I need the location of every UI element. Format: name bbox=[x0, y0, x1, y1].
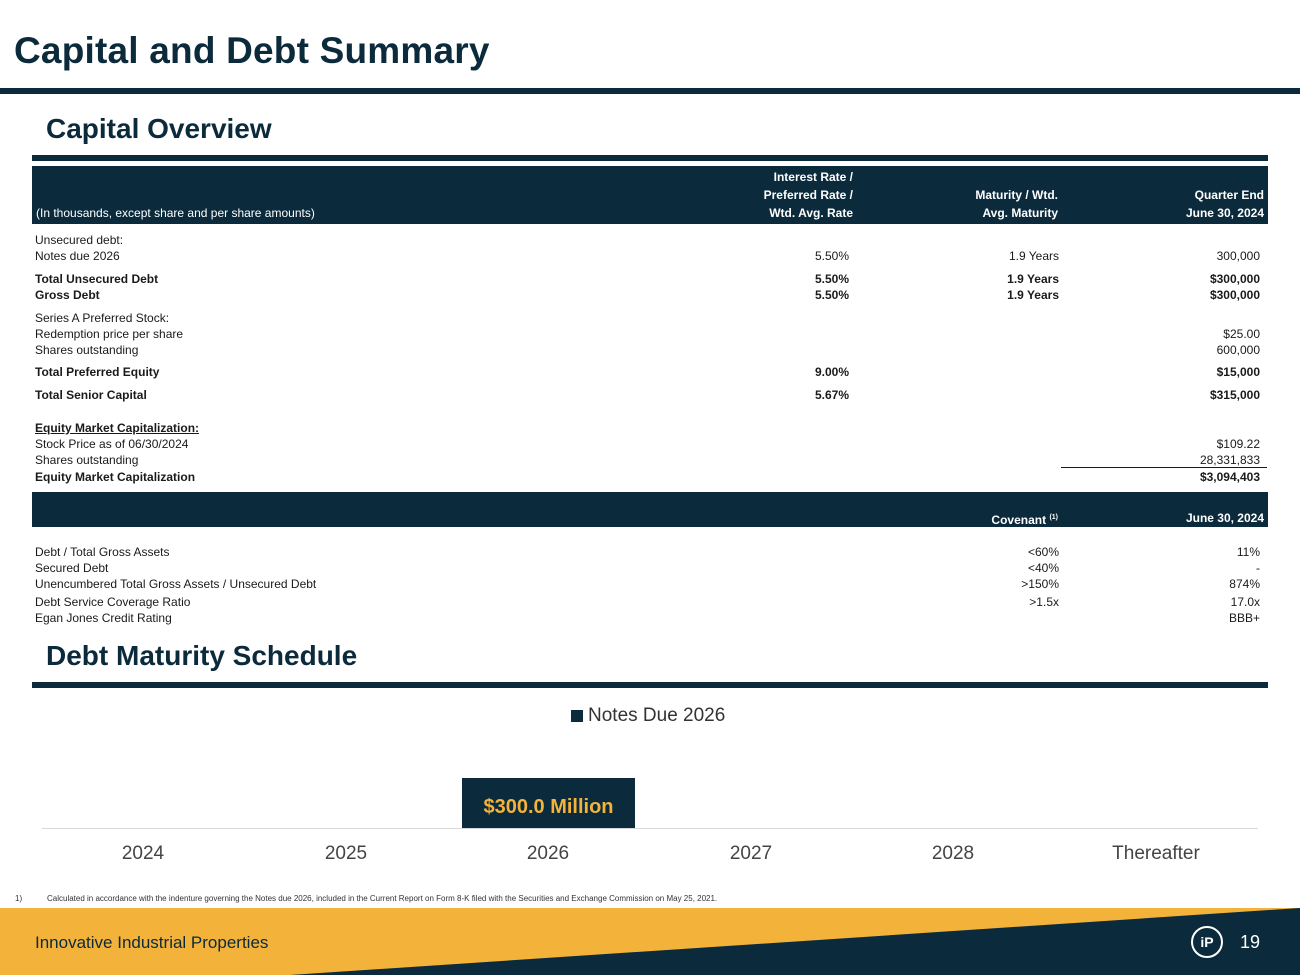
table-row: Debt / Total Gross Assets <60% 11% bbox=[35, 545, 1260, 559]
table-row: Shares outstanding 28,331,833 bbox=[35, 453, 1260, 467]
x-tick-label: 2028 bbox=[931, 843, 975, 864]
page-title: Capital and Debt Summary bbox=[14, 30, 490, 71]
table-row: Redemption price per share $25.00 bbox=[35, 327, 1260, 341]
company-name: Innovative Industrial Properties bbox=[35, 933, 269, 952]
chart-legend bbox=[571, 705, 725, 727]
debt-maturity-divider bbox=[32, 682, 1268, 688]
units-note: (In thousands, except share and per share amounts) bbox=[36, 206, 315, 220]
capital-table-header bbox=[32, 166, 1268, 224]
subtotal-rule bbox=[1061, 467, 1267, 468]
table-row: Equity Market Capitalization: bbox=[35, 421, 200, 435]
table-row: Secured Debt <40% - bbox=[35, 561, 1260, 575]
legend-label: Notes Due 2026 bbox=[588, 705, 726, 726]
header-maturity: Maturity / Wtd. Avg. Maturity bbox=[975, 188, 1058, 220]
table-row: Shares outstanding 600,000 bbox=[35, 343, 1260, 357]
header-covenant: Covenant $^{(1)}$ bbox=[991, 513, 1058, 527]
capital-overview-divider bbox=[32, 155, 1268, 161]
title-divider bbox=[0, 88, 1300, 94]
table-row: Unsecured debt: bbox=[35, 233, 124, 247]
table-row: Egan Jones Credit Rating BBB+ bbox=[35, 611, 1260, 625]
x-tick-label: Thereafter bbox=[1112, 843, 1200, 864]
covenant-table-header bbox=[32, 492, 1268, 527]
x-tick-label: 2027 bbox=[729, 843, 773, 864]
table-row: Gross Debt 5.50% 1.9 Years $300,000 bbox=[35, 288, 1260, 302]
table-row: Notes due 2026 5.50% 1.9 Years 300,000 bbox=[35, 249, 1260, 263]
x-tick-label: 2025 bbox=[324, 843, 368, 864]
table-row: Debt Service Coverage Ratio >1.5x 17.0x bbox=[35, 595, 1260, 609]
x-tick-label: 2024 bbox=[121, 843, 165, 864]
debt-maturity-title: Debt Maturity Schedule bbox=[46, 640, 358, 671]
header-covenant-date: June 30, 2024 bbox=[1185, 511, 1264, 525]
company-logo: iP bbox=[1191, 926, 1223, 958]
x-axis-line bbox=[42, 828, 1258, 829]
legend-swatch bbox=[571, 710, 583, 722]
table-row: Total Preferred Equity 9.00% $15,000 bbox=[35, 365, 1260, 379]
table-row: Stock Price as of 06/30/2024 $109.22 bbox=[35, 437, 1260, 451]
table-row: Series A Preferred Stock: bbox=[35, 311, 170, 325]
table-row: Total Senior Capital 5.67% $315,000 bbox=[35, 388, 1260, 402]
page-number: 19 bbox=[1240, 932, 1261, 952]
table-row: Total Unsecured Debt 5.50% 1.9 Years $300,000 bbox=[35, 272, 1260, 286]
header-quarter-end: Quarter End June 30, 2024 bbox=[1185, 188, 1264, 220]
bar-data-label: $300.0 Million bbox=[483, 796, 614, 818]
x-tick-label: 2026 bbox=[526, 843, 570, 864]
header-rate: Interest Rate / Preferred Rate / Wtd. Avg. Rate bbox=[763, 170, 853, 220]
capital-overview-title: Capital Overview bbox=[46, 113, 272, 144]
table-row: Equity Market Capitalization $3,094,403 bbox=[35, 470, 1260, 484]
table-row: Unencumbered Total Gross Assets / Unsecured Debt >150% 874% bbox=[35, 577, 1260, 591]
footnote: 1) Calculated in accordance with the indenture governing the Notes due 2026, included in the Current Report on Form 8-K filed with the Securities and Exchange Commission on May 25, 2021. bbox=[15, 894, 718, 903]
